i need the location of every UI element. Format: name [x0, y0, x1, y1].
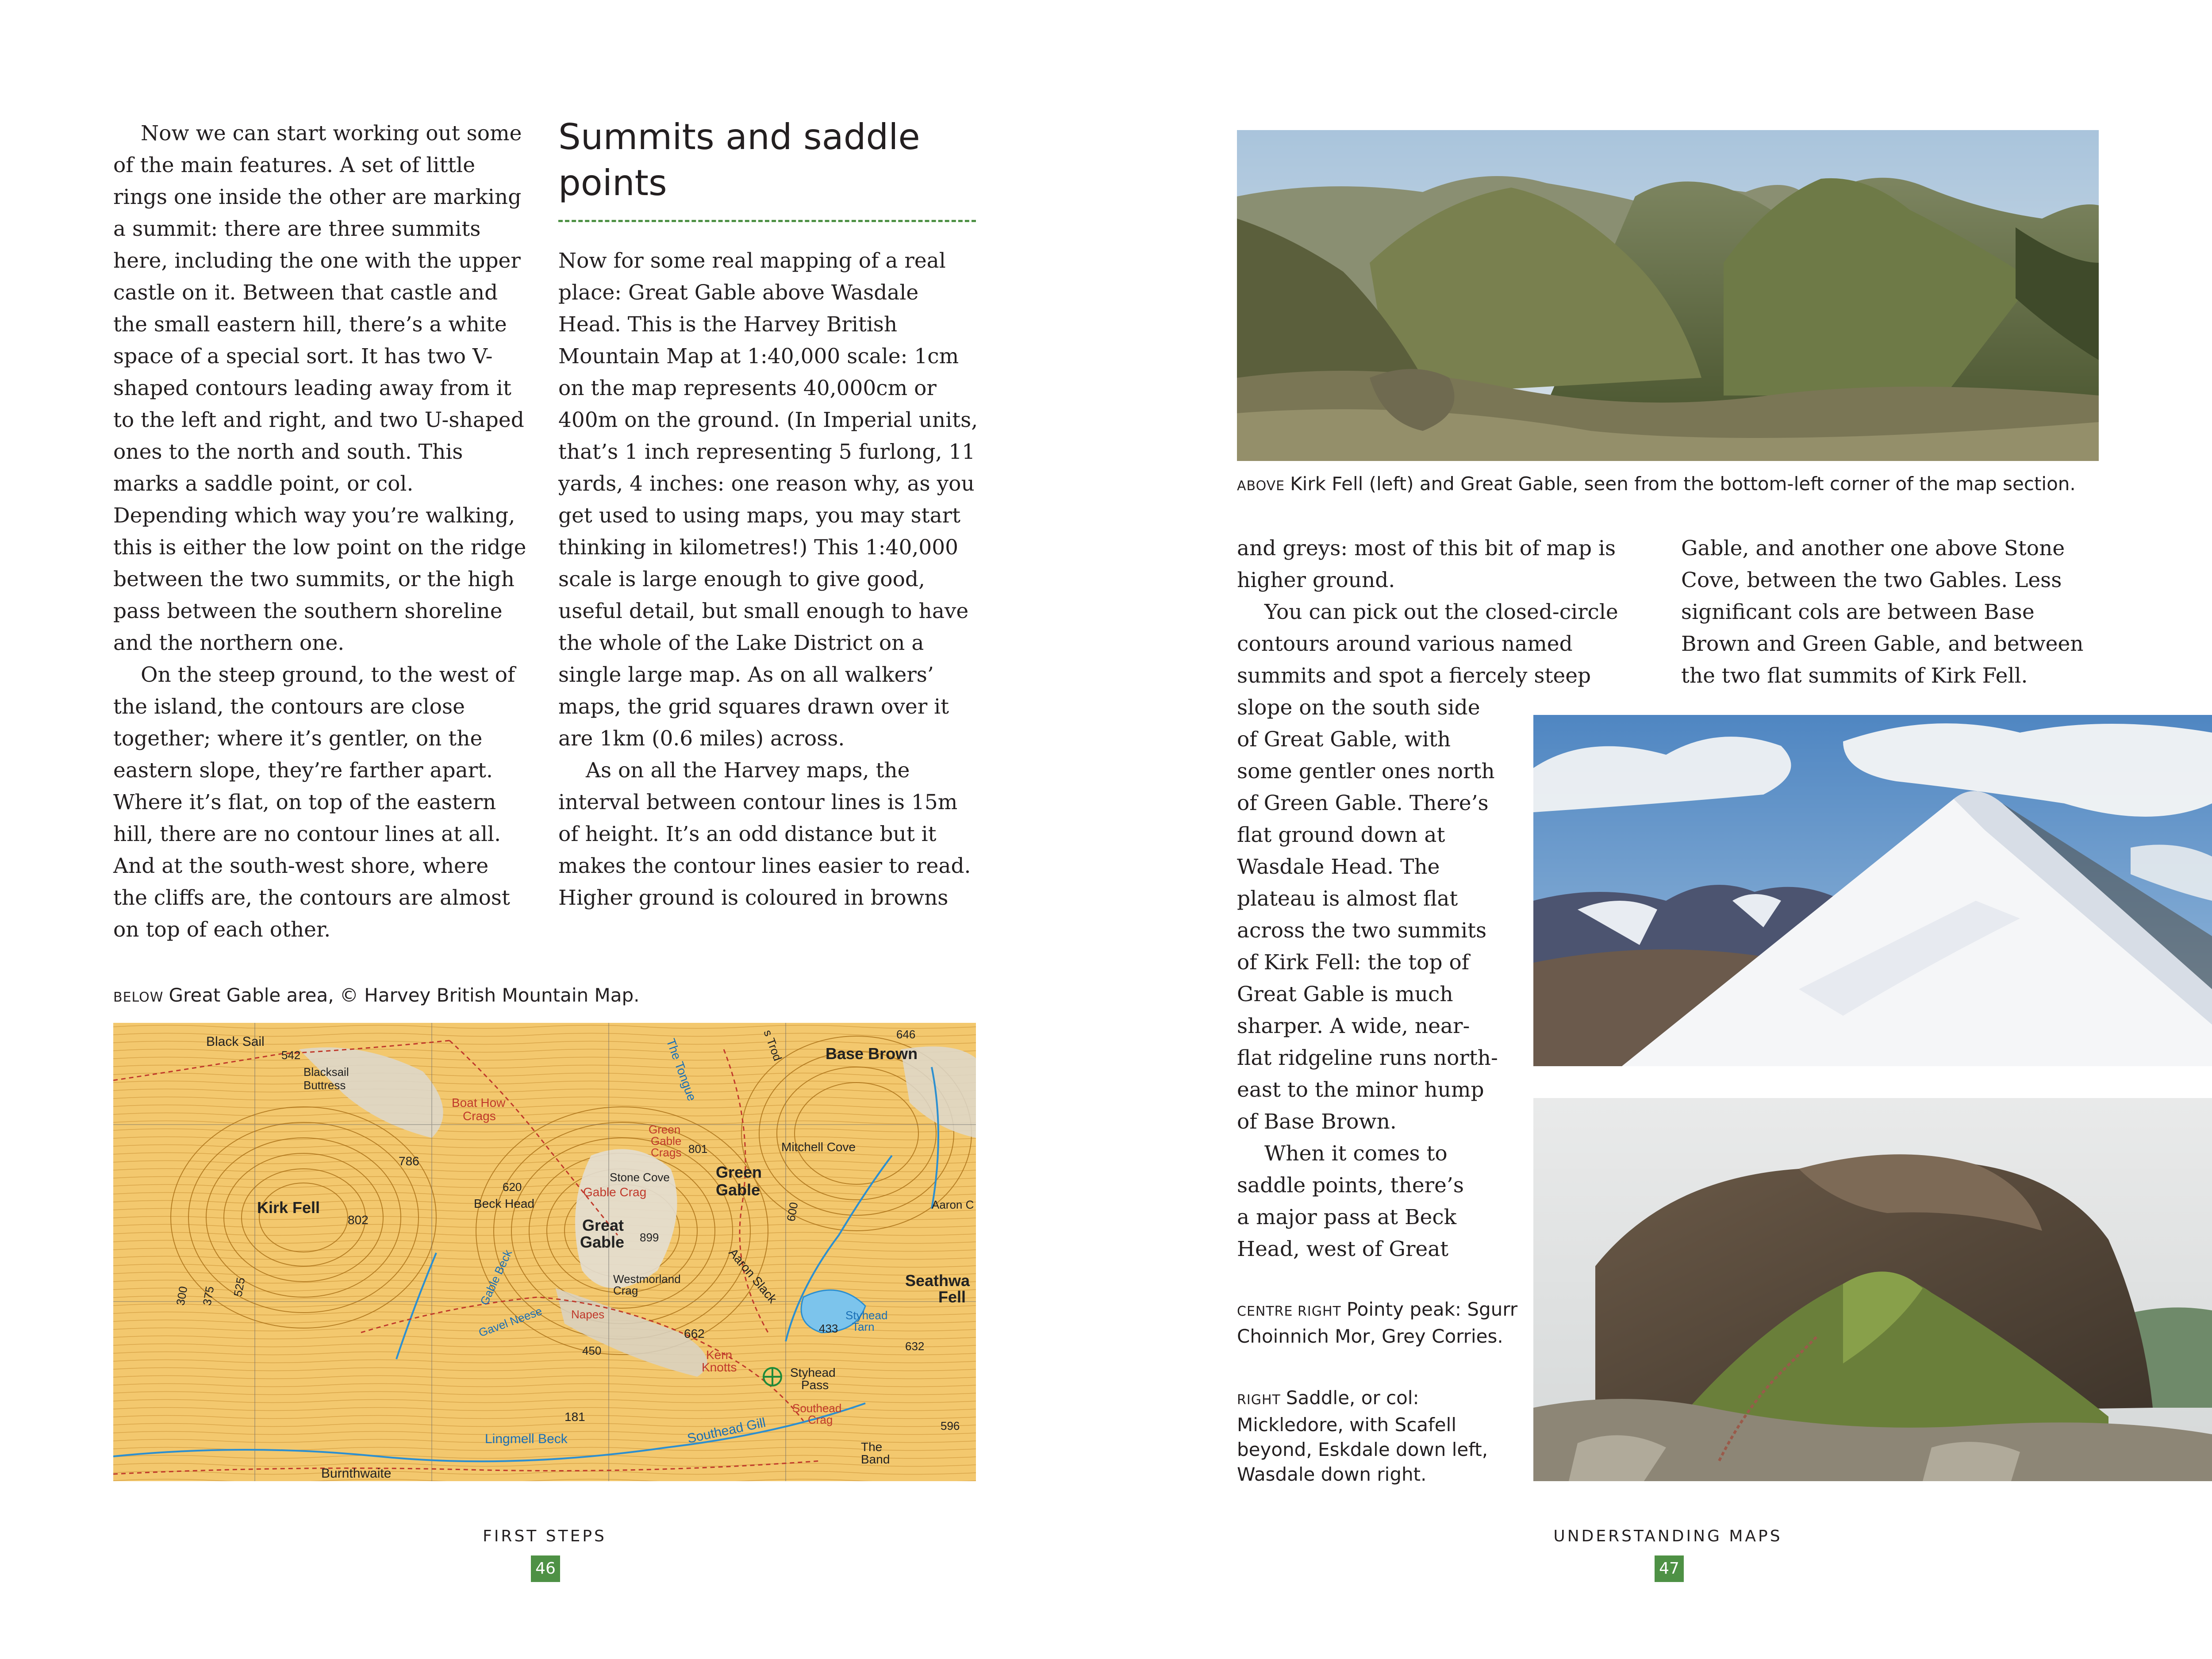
- right-column-2: [1681, 533, 2101, 692]
- map-label: Crag: [613, 1284, 638, 1297]
- caption-tag: RIGHT: [1237, 1392, 1281, 1408]
- map-label: Gable: [580, 1233, 625, 1251]
- text-line: contours around various named: [1237, 632, 1573, 656]
- caption-tag: ABOVE: [1237, 478, 1285, 494]
- map-label: Fell: [938, 1288, 966, 1306]
- map-label: The: [861, 1440, 883, 1454]
- text-line: a major pass at Beck: [1237, 1205, 1457, 1229]
- text-line: Great Gable is much: [1237, 982, 1453, 1006]
- map-label: Southead: [792, 1402, 842, 1415]
- text-line: some gentler ones north: [1237, 759, 1495, 783]
- map-label: Band: [861, 1452, 890, 1466]
- text-line: higher ground.: [1237, 568, 1395, 592]
- paragraph: Gable, and another one above Stone Cove, between the two Gables. Less significant cols are between Base Brown and Green Gable, and between the two flat summits of Kirk Fell.: [1681, 536, 2084, 688]
- map-label: Styhead: [790, 1366, 836, 1379]
- text-line: flat ridgeline runs north-: [1237, 1046, 1498, 1070]
- map-label: Mitchell Cove: [781, 1140, 856, 1154]
- photo-sgurr-choinnich-mor: [1533, 715, 2212, 1066]
- paragraph: Now for some real mapping of a real place: Great Gable above Wasdale Head. This is the Harvey British Mountain Map at 1:40,000 scale: 1cm on the map represents 40,000cm or 400m on the ground. (In Imperial units, that’s 1 inch representing 5 furlong, 11 yards, 4 inches: one reason why, as you get used to using maps, you may start thinking in kilometres!) This 1:40,000 scale is large enough to give good, useful detail, but small enough to have the whole of the Lake District on a single large map. As on all walkers’ maps, the grid squares drawn over it are 1km (0.6 miles) across.: [558, 249, 978, 751]
- map-label: Tarn: [852, 1320, 875, 1333]
- footer-section-label: UNDERSTANDING MAPS: [1553, 1527, 1782, 1545]
- map-label: 596: [941, 1419, 960, 1432]
- left-column-1: [113, 118, 529, 946]
- map-label: Crags: [463, 1109, 496, 1123]
- map-label: Gable: [651, 1134, 682, 1148]
- map-label: Stone Cove: [610, 1171, 670, 1184]
- map-label: The Tongue: [664, 1037, 699, 1103]
- text-line: plateau is almost flat: [1237, 887, 1458, 911]
- text-line: east to the minor hump: [1237, 1078, 1484, 1102]
- map-label: Knotts: [702, 1360, 737, 1374]
- map-label: 181: [565, 1410, 585, 1424]
- map-label: Black Sail: [206, 1034, 265, 1049]
- map-label: Beck Head: [474, 1197, 534, 1210]
- topographic-map: [113, 1023, 976, 1481]
- caption-text: Kirk Fell (left) and Great Gable, seen from the bottom-left corner of the map section.: [1290, 473, 2076, 495]
- centre-right-caption: [1237, 1297, 1520, 1349]
- map-label: Gavel Neese: [476, 1304, 544, 1340]
- map-label: 786: [399, 1154, 419, 1168]
- map-label: Napes: [571, 1308, 605, 1321]
- text-line: slope on the south side: [1237, 695, 1480, 720]
- text-line: of Great Gable, with: [1237, 727, 1451, 752]
- map-label: Green: [716, 1163, 762, 1181]
- text-line: of Green Gable. There’s: [1237, 791, 1489, 815]
- paragraph: Now we can start working out some of the main features. A set of little rings one inside the other are marking a summit: there are three summits here, including the one with the upper castle on it. Between that castle and the small eastern hill, there’s a white space of a special sort. It has two V-shaped contours leading away from it to the left and right, and two U-shaped ones to the north and south. This marks a saddle point, or col. Depending which way you’re walking, this is either the low point on the ridge between the two summits, or the high pass between the southern shoreline and the northern one.: [113, 121, 526, 655]
- map-label: Kirk Fell: [257, 1198, 320, 1217]
- map-label: 632: [905, 1340, 925, 1353]
- map-label: 662: [684, 1327, 705, 1340]
- page-number: 47: [1655, 1555, 1684, 1582]
- paragraph: On the steep ground, to the west of the island, the contours are close together; where it’s gentler, on the eastern slope, they’re farther apart. Where it’s flat, on top of the eastern hill, there are no contour lines at all. And at the south-west shore, where the cliffs are, the contours are almost on top of each other.: [113, 663, 515, 942]
- text-line: When it comes to: [1264, 1141, 1448, 1166]
- text-line: Wasdale Head. The: [1237, 855, 1440, 879]
- map-label: Aaron C: [932, 1198, 974, 1211]
- right-caption: [1237, 1386, 1520, 1487]
- map-label: 802: [348, 1213, 369, 1227]
- map-label: Blacksail: [303, 1065, 349, 1079]
- photo-mickledore: [1533, 1098, 2212, 1481]
- photo-kirk-fell-great-gable: [1237, 130, 2099, 461]
- map-label: Styhead: [845, 1309, 888, 1322]
- map-label: Southead Gill: [686, 1415, 767, 1446]
- map-label: Lingmell Beck: [485, 1432, 568, 1446]
- map-label: Buttress: [303, 1079, 346, 1092]
- left-column-2: [558, 245, 979, 914]
- map-label: 801: [688, 1142, 708, 1156]
- footer-section-label: FIRST STEPS: [483, 1527, 607, 1545]
- map-label: 899: [640, 1231, 659, 1244]
- map-label: Gable: [716, 1181, 760, 1199]
- text-line: of Base Brown.: [1237, 1110, 1397, 1134]
- map-label: Gable Crag: [583, 1185, 647, 1199]
- caption-text: Great Gable area, © Harvey British Mountain Map.: [169, 984, 640, 1006]
- map-label: Great: [582, 1216, 624, 1234]
- map-label: s Trod: [761, 1028, 785, 1063]
- caption-text: Saddle, or col: Mickledore, with Scafell beyond, Eskdale down left, Wasdale down right.: [1237, 1387, 1488, 1485]
- map-label: Seathwa: [905, 1271, 970, 1290]
- text-line: of Kirk Fell: the top of: [1237, 950, 1470, 975]
- map-label: Base Brown: [826, 1045, 918, 1063]
- text-line: saddle points, there’s: [1237, 1173, 1464, 1198]
- caption-tag: BELOW: [113, 990, 164, 1005]
- heading-divider: [558, 220, 976, 222]
- paragraph: As on all the Harvey maps, the interval between contour lines is 15m of height. It’s an odd distance but it makes the contour lines easier to read. Higher ground is coloured in browns: [558, 758, 971, 910]
- page-number: 46: [531, 1555, 560, 1582]
- map-label: 375: [200, 1285, 217, 1307]
- top-photo-caption: [1237, 472, 2104, 499]
- location-marker-icon: [764, 1368, 781, 1386]
- map-label: Crag: [808, 1413, 833, 1426]
- map-label: 646: [896, 1028, 916, 1041]
- map-label: Burnthwaite: [321, 1466, 392, 1481]
- map-label: 525: [231, 1276, 248, 1298]
- map-label: 300: [173, 1285, 190, 1307]
- text-line: You can pick out the closed-circle: [1264, 600, 1618, 624]
- caption-tag: CENTRE RIGHT: [1237, 1304, 1341, 1319]
- section-heading: Summits and saddle points: [558, 116, 920, 204]
- map-label: Gable Beck: [477, 1248, 515, 1307]
- text-line: Head, west of Great: [1237, 1237, 1449, 1261]
- map-label: Kern: [706, 1348, 733, 1362]
- map-label: Green: [649, 1123, 681, 1136]
- map-label: 600: [784, 1201, 801, 1223]
- text-line: sharper. A wide, near-: [1237, 1014, 1470, 1038]
- map-label: Boat How: [452, 1096, 506, 1110]
- map-label: Pass: [801, 1378, 829, 1392]
- map-label: 433: [819, 1322, 838, 1335]
- text-line: and greys: most of this bit of map is: [1237, 536, 1616, 561]
- map-label: Westmorland: [613, 1272, 681, 1286]
- text-line: across the two summits: [1237, 918, 1487, 943]
- map-caption: [113, 983, 954, 1010]
- map-label: 542: [281, 1048, 301, 1062]
- text-line: flat ground down at: [1237, 823, 1445, 847]
- map-label: 620: [503, 1180, 522, 1194]
- caption-text: Pointy peak: Sgurr Choinnich Mor, Grey Corries.: [1237, 1298, 1518, 1347]
- map-label: Aaron Slack: [726, 1245, 780, 1306]
- map-label: Crags: [651, 1146, 682, 1159]
- text-line: summits and spot a fiercely steep: [1237, 664, 1591, 688]
- map-label: 450: [582, 1344, 602, 1357]
